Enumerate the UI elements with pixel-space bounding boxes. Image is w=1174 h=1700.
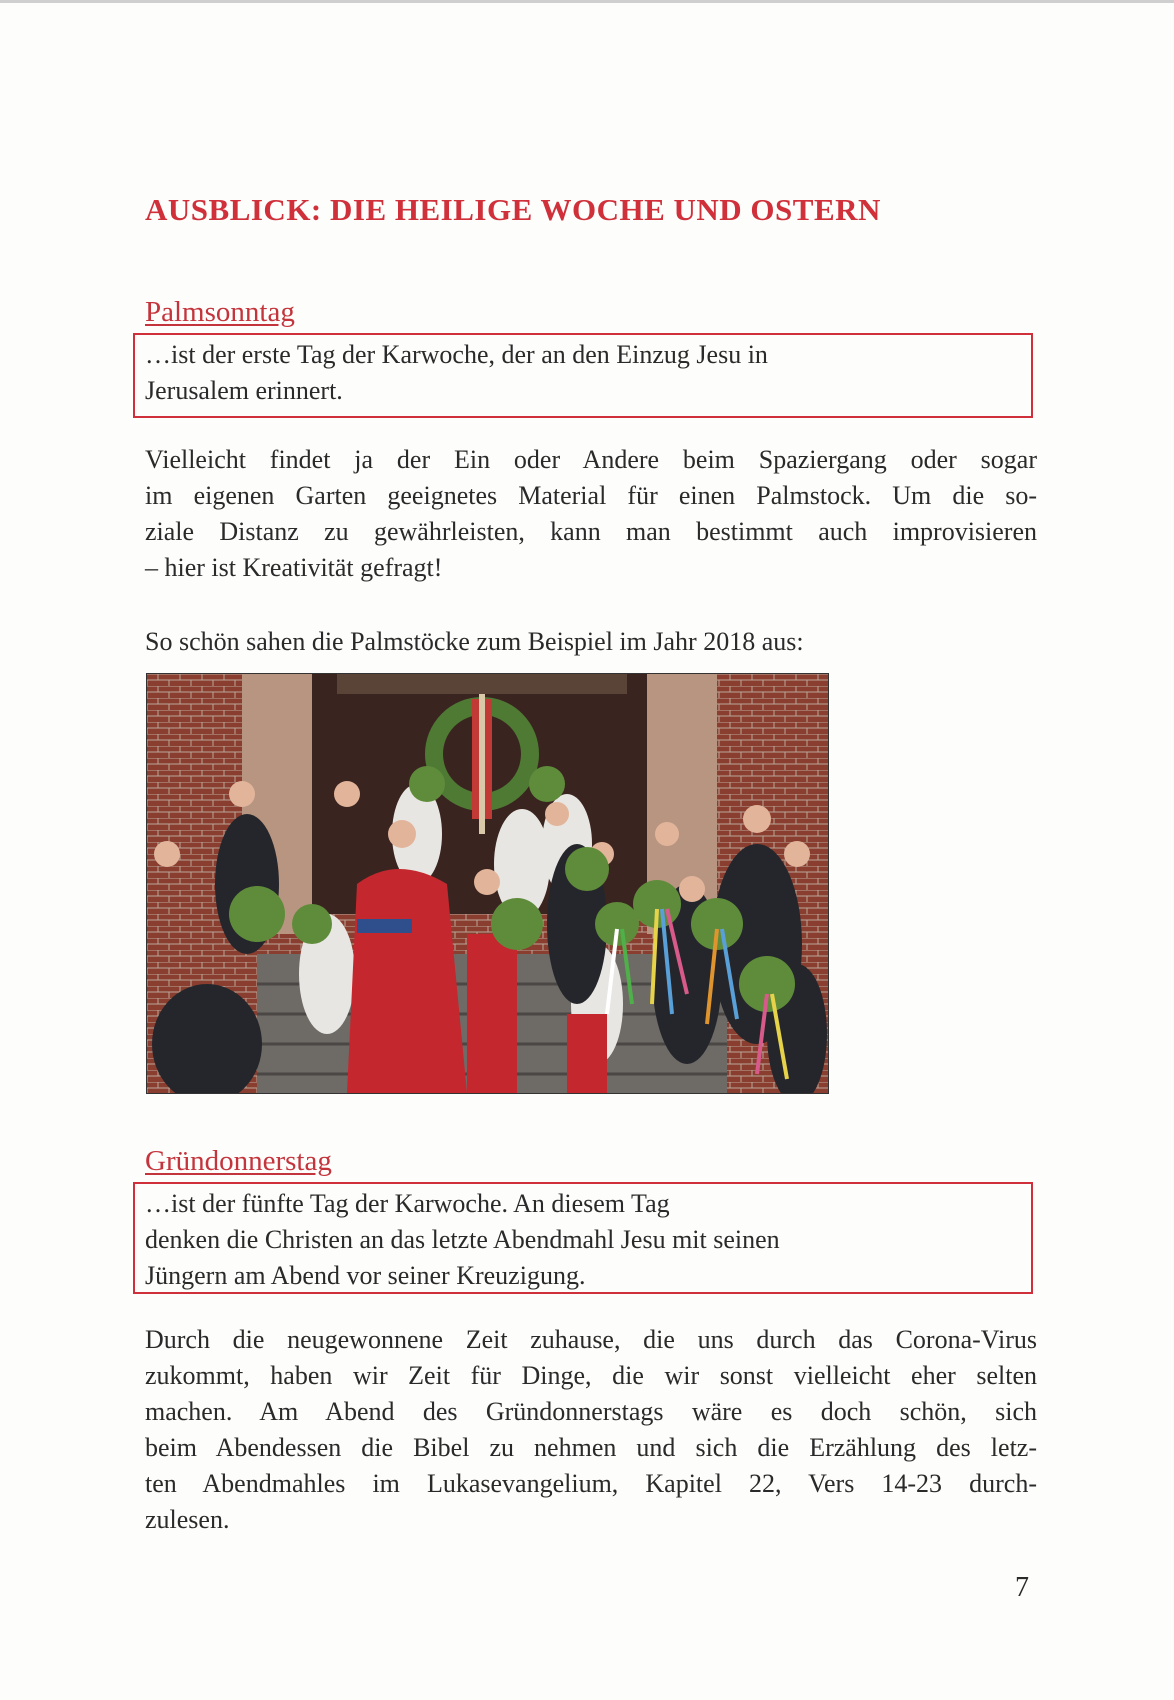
- definition-box-palmsonntag: [133, 333, 1033, 418]
- paragraph-line: machen. Am Abend des Gründonnerstags wäre es doch schön, sich: [145, 1397, 1037, 1426]
- paragraph-line: ten Abendmahles im Lukasevangelium, Kapitel 22, Vers 14-23 durch-: [145, 1469, 1037, 1498]
- paragraph-line: zulesen.: [145, 1505, 230, 1534]
- paragraph-line: beim Abendessen die Bibel zu nehmen und sich die Erzählung des letz-: [145, 1433, 1037, 1462]
- definition-line: Jüngern am Abend vor seiner Kreuzigung.: [145, 1261, 586, 1290]
- paragraph-palmsonntag: [145, 442, 1037, 586]
- page-number: 7: [1015, 1572, 1029, 1603]
- paragraph-line: ziale Distanz zu gewährleisten, kann man bestimmt auch improvisieren: [145, 517, 1037, 546]
- palm-sunday-photo-illustration: [147, 674, 828, 1093]
- page-top-edge: [0, 0, 1174, 3]
- definition-line: denken die Christen an das letzte Abendmahl Jesu mit seinen: [145, 1225, 780, 1254]
- paragraph-gruendonnerstag: [145, 1322, 1037, 1538]
- definition-line: …ist der erste Tag der Karwoche, der an den Einzug Jesu in: [145, 340, 768, 369]
- paragraph-line: Durch die neugewonnene Zeit zuhause, die uns durch das Corona-Virus: [145, 1325, 1037, 1354]
- paragraph-line: Vielleicht findet ja der Ein oder Andere beim Spaziergang oder sogar: [145, 445, 1037, 474]
- definition-line: Jerusalem erinnert.: [145, 376, 343, 405]
- paragraph-line: – hier ist Kreativität gefragt!: [145, 553, 443, 582]
- paragraph-line: im eigenen Garten geeignetes Material für einen Palmstock. Um die so-: [145, 481, 1037, 510]
- definition-line: …ist der fünfte Tag der Karwoche. An diesem Tag: [145, 1189, 670, 1218]
- photo-caption: So schön sahen die Palmstöcke zum Beispiel im Jahr 2018 aus:: [145, 627, 804, 656]
- section-heading-palmsonntag: Palmsonntag: [145, 296, 295, 328]
- paragraph-line: zukommt, haben wir Zeit für Dinge, die wir sonst vielleicht eher selten: [145, 1361, 1037, 1390]
- definition-box-gruendonnerstag: [133, 1182, 1033, 1294]
- section-heading-gruendonnerstag: Gründonnerstag: [145, 1145, 332, 1177]
- palm-sunday-photo: [146, 673, 829, 1094]
- page-title: AUSBLICK: DIE HEILIGE WOCHE UND OSTERN: [145, 192, 881, 227]
